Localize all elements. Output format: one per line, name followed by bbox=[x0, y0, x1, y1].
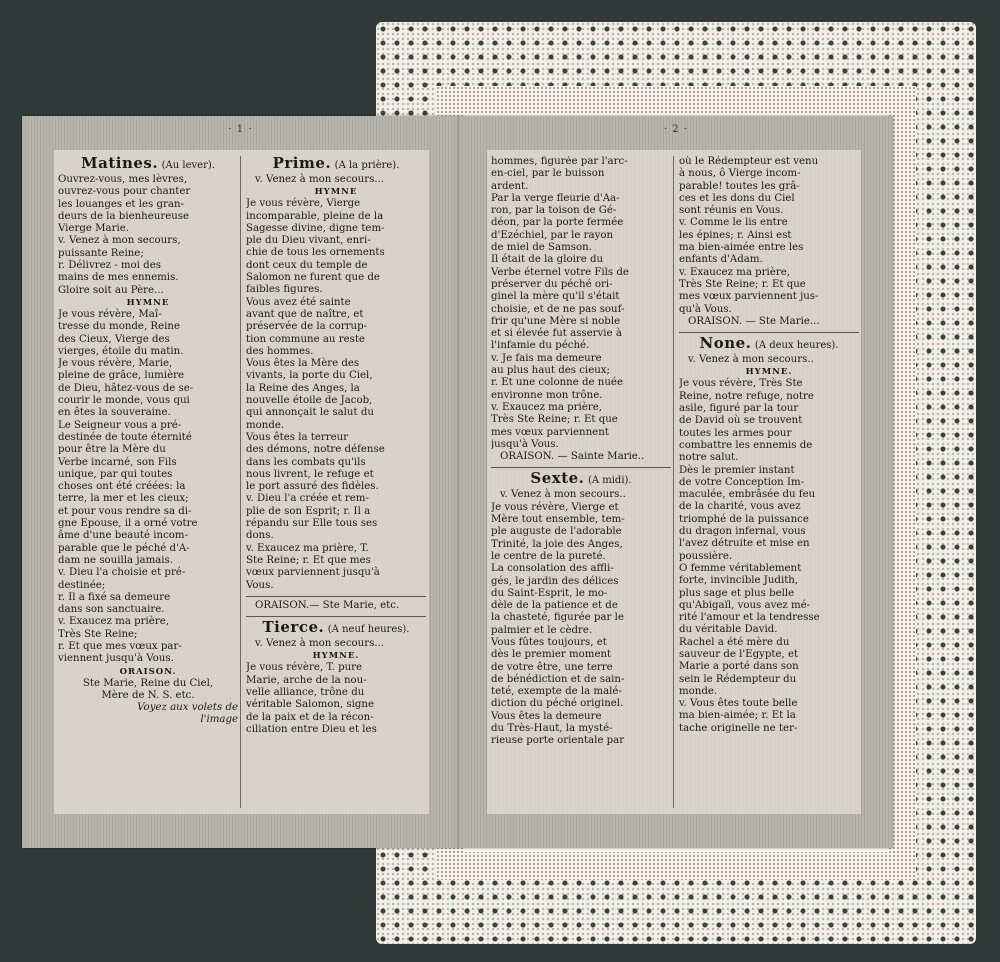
text-line: et pour vous rendre sa di- bbox=[58, 505, 192, 517]
text-line: tresse du monde, Reine bbox=[58, 321, 180, 333]
text-line: de votre être, une terre bbox=[491, 661, 613, 673]
text-line: Verbe éternel votre Fils de bbox=[491, 266, 629, 278]
text-line: choisie, et de ne pas souf- bbox=[491, 303, 625, 315]
text-line: environne mon trône. bbox=[491, 389, 603, 401]
text-line: de bénédiction et de sain- bbox=[491, 673, 625, 685]
text-line: poussière. bbox=[679, 550, 733, 562]
heading-tierce: Tierce. (A neuf heures). bbox=[262, 618, 410, 637]
page-number: · 1 · bbox=[228, 124, 253, 135]
text-line: Je vous révère, Très Ste bbox=[679, 378, 803, 390]
text-line: Ste Reine; r. Et que mes bbox=[246, 554, 371, 566]
text-line: avant que de naître, et bbox=[246, 308, 364, 320]
text-line: du véritable David. bbox=[679, 624, 778, 636]
text-line: l'infamie du péché. bbox=[491, 340, 590, 352]
text-line: jusqu'à Vous. bbox=[491, 438, 559, 450]
text-line: tache originelle ne ter- bbox=[679, 722, 798, 734]
text-line: de Dieu, hâtez-vous de se- bbox=[58, 382, 194, 394]
oraison-line: ORAISON. — Ste Marie... bbox=[688, 315, 820, 327]
text-line: mes vœux parviennent bbox=[491, 426, 609, 438]
text-line: vœux parviennent jusqu'à bbox=[246, 567, 380, 579]
text-line: La consolation des affli- bbox=[491, 563, 614, 575]
text-line: enfants d'Adam. bbox=[679, 254, 763, 266]
separator bbox=[491, 467, 671, 468]
text-line: chie de tous les ornements bbox=[246, 247, 385, 259]
text-line: Très Ste Reine; r. Et que bbox=[679, 278, 806, 290]
text-line: Le Seigneur vous a pré- bbox=[58, 419, 182, 431]
text-line: le port assuré des fidèles. bbox=[246, 481, 379, 493]
text-line: ple auguste de l'adorable bbox=[491, 526, 622, 538]
text-line: en-ciel, par le buisson bbox=[491, 168, 605, 180]
separator bbox=[246, 616, 426, 617]
text-line: où le Rédempteur est venu bbox=[679, 156, 819, 167]
text-line: Mère tout ensemble, tem- bbox=[491, 514, 625, 526]
text-line: v. Exaucez ma prière, bbox=[491, 401, 602, 413]
text-line: la Reine des Anges, la bbox=[246, 382, 360, 394]
text-line: monde. bbox=[679, 685, 718, 697]
text-line: Sagesse divine, digne tem- bbox=[246, 222, 385, 234]
text-line: Vous fûtes toujours, et bbox=[491, 636, 607, 648]
text-line: incomparable, pleine de la bbox=[246, 210, 384, 222]
text-line: plus sage et plus belle bbox=[679, 587, 795, 599]
text-line: notre salut. bbox=[679, 452, 739, 464]
text-line: rité l'amour et la tendresse bbox=[679, 612, 820, 624]
text-line: Vous êtes la demeure bbox=[491, 710, 602, 722]
text-line: Je vous révère, Vierge bbox=[246, 198, 361, 210]
versicle-line: v. Venez à mon secours... bbox=[255, 638, 385, 650]
text-line: des démons, notre défense bbox=[246, 444, 385, 456]
text-line: dam ne souilla jamais. bbox=[58, 554, 174, 566]
versicle-line: v. Venez à mon secours.. bbox=[688, 354, 814, 366]
text-line: ces et les dons du Ciel bbox=[679, 192, 795, 204]
text-line: ardent. bbox=[491, 180, 529, 192]
text-line: de la charité, vous avez bbox=[679, 501, 801, 513]
text-line: les louanges et les gran- bbox=[58, 198, 184, 210]
text-line: Je vous révère, T. pure bbox=[246, 662, 363, 674]
text-line: monde. bbox=[246, 419, 285, 431]
text-line: parable que le péché d'A- bbox=[58, 542, 190, 554]
text-line: puissante Reine; bbox=[58, 247, 144, 259]
text-line: de David où se trouvent bbox=[679, 415, 803, 427]
text-line: du dragon infernal, vous bbox=[679, 526, 806, 538]
text-line: nouvelle étoile de Jacob, bbox=[246, 395, 373, 407]
text-line: la chasteté, figurée par le bbox=[491, 612, 624, 624]
text-panel bbox=[54, 150, 429, 814]
text-line: v. Je fais ma demeure bbox=[491, 352, 602, 364]
oraison-label: ORAISON. bbox=[119, 666, 177, 677]
heading-matines: Matines. (Au lever). bbox=[81, 156, 215, 172]
text-line: v. Exaucez ma prière, bbox=[679, 266, 790, 278]
text-line: qui annonçait le salut du bbox=[246, 407, 374, 419]
versicle-line: v. Venez à mon secours.. bbox=[500, 489, 626, 501]
text-line: v. Vous êtes toute belle bbox=[679, 698, 798, 710]
text-line: O femme véritablement bbox=[679, 562, 802, 574]
oraison-line: ORAISON.— Ste Marie, etc. bbox=[255, 599, 400, 611]
text-line: vivants, la porte du Ciel, bbox=[246, 370, 373, 382]
separator bbox=[246, 596, 426, 597]
text-line: toutes les armes pour bbox=[679, 427, 792, 439]
column-sexte bbox=[491, 156, 671, 808]
text-line: l'avez détruite et mise en bbox=[679, 538, 810, 550]
text-line: ma bien-aimée entre les bbox=[679, 242, 804, 254]
text-line: en êtes la souveraine. bbox=[58, 407, 171, 419]
separator bbox=[679, 332, 859, 333]
text-line: nous livrent, le refuge et bbox=[246, 468, 374, 480]
text-line: Verbe incarné, son Fils bbox=[58, 456, 177, 468]
text-line: tion commune au reste bbox=[246, 333, 365, 345]
text-line: teté, exempte de la malé- bbox=[491, 686, 622, 698]
text-line: sont réunis en Vous. bbox=[679, 205, 784, 217]
text-line: sein le Rédempteur du bbox=[679, 673, 797, 685]
text-line: courir le monde, vous qui bbox=[58, 395, 190, 407]
text-line: vierges, étoile du matin. bbox=[58, 345, 184, 357]
text-line: âme d'une beauté incom- bbox=[58, 530, 189, 542]
text-line: Rachel a été mère du bbox=[679, 636, 790, 648]
text-line: dont ceux du temple de bbox=[246, 259, 368, 271]
text-line: maculée, embrâsée du feu bbox=[679, 489, 816, 501]
text-line: choses ont été créées: la bbox=[58, 481, 186, 493]
text-line: v. Venez à mon secours, bbox=[58, 235, 181, 247]
text-line: v. Exaucez ma prière, bbox=[58, 616, 169, 628]
text-line: plie de son Esprit; r. Il a bbox=[246, 505, 371, 517]
text-line: dans son sanctuaire. bbox=[58, 604, 165, 616]
text-line: Je vous révère, Vierge et bbox=[491, 501, 619, 513]
text-line: et si élevée fut asservie à bbox=[491, 328, 622, 340]
text-line: l'image bbox=[200, 714, 238, 726]
text-line: v. Dieu l'a créée et rem- bbox=[246, 493, 369, 505]
text-line: des hommes. bbox=[246, 345, 314, 357]
hymne-label: HYMNE. bbox=[745, 367, 793, 378]
text-line: les épines; r. Ainsi est bbox=[679, 229, 792, 241]
text-line: Très Ste Reine; r. Et que bbox=[491, 414, 618, 426]
text-line: deurs de la bienheureuse bbox=[58, 210, 190, 222]
text-line: Par la verge fleurie d'Aa- bbox=[491, 192, 620, 204]
text-line: asile, figuré par la tour bbox=[679, 403, 799, 415]
text-line: r. Et que mes vœux par- bbox=[58, 640, 182, 652]
page-number: · 2 · bbox=[663, 124, 689, 135]
text-line: Voyez aux volets de bbox=[137, 702, 238, 714]
text-line: unique, par qui toutes bbox=[58, 468, 173, 480]
text-line: r. Il a fixé sa demeure bbox=[58, 591, 171, 603]
right-card bbox=[459, 116, 893, 848]
text-line: Vous avez été sainte bbox=[246, 296, 351, 308]
text-line: répandu sur Elle tous ses bbox=[246, 518, 378, 530]
text-line: Trinité, la joie des Anges, bbox=[491, 538, 623, 550]
versicle-line: v. Venez à mon secours... bbox=[255, 174, 385, 185]
text-line: déon, par la porte fermée bbox=[491, 217, 624, 229]
text-line: Je vous révère, Maî- bbox=[58, 308, 162, 320]
text-line: du Très-Haut, la mysté- bbox=[491, 723, 613, 735]
column-none bbox=[679, 156, 859, 808]
text-line: viennent jusqu'à Vous. bbox=[58, 653, 174, 665]
hymne-label: HYMNE bbox=[314, 187, 358, 198]
text-line: qu'à Vous. bbox=[679, 303, 732, 315]
text-line: véritable Salomon, signe bbox=[246, 699, 375, 711]
text-line: Gloire soit au Père... bbox=[58, 284, 164, 296]
text-line: ple du Dieu vivant, enri- bbox=[246, 235, 371, 247]
text-line: Très Ste Reine; bbox=[58, 628, 138, 640]
text-line: de votre Conception Im- bbox=[679, 476, 805, 488]
text-line: parable! toutes les grâ- bbox=[679, 180, 800, 192]
column-divider bbox=[240, 156, 241, 808]
text-line: ciliation entre Dieu et les bbox=[246, 723, 377, 735]
text-line: combattre les ennemis de bbox=[679, 439, 813, 451]
text-panel bbox=[487, 150, 861, 814]
text-line: d'Ezéchiel, par le rayon bbox=[491, 229, 614, 241]
text-line: pleine de grâce, lumière bbox=[58, 370, 185, 382]
text-line: Je vous révère, Marie, bbox=[58, 358, 173, 370]
text-line: pour être la Mère du bbox=[58, 444, 166, 456]
text-line: ginel la mère qu'il s'était bbox=[491, 291, 620, 303]
text-line: Salomon ne furent que de bbox=[246, 272, 380, 284]
text-line: r. Et une colonne de nuée bbox=[491, 377, 623, 389]
heading-sexte: Sexte. (A midi). bbox=[530, 469, 632, 488]
text-line: Dès le premier instant bbox=[679, 464, 795, 476]
text-line: qu'Abigaïl, vous avez mé- bbox=[679, 599, 811, 611]
text-line: forte, invincible Judith, bbox=[679, 575, 799, 587]
text-line: à nous, ô Vierge incom- bbox=[679, 168, 801, 180]
text-line: hommes, figurée par l'arc- bbox=[491, 156, 628, 167]
text-line: rieuse porte orientale par bbox=[491, 735, 625, 747]
text-line: préservée de la corrup- bbox=[246, 321, 368, 333]
text-line: triomphé de la puissance bbox=[679, 513, 809, 525]
text-line: faibles figures. bbox=[246, 284, 323, 296]
text-line: ouvrez-vous pour chanter bbox=[58, 186, 191, 198]
heading-prime: Prime. (A la prière). bbox=[272, 156, 400, 172]
text-line: diction du péché originel. bbox=[491, 698, 624, 710]
text-line: Vous. bbox=[246, 579, 274, 591]
text-line: v. Comme le lis entre bbox=[679, 217, 788, 229]
text-line: palmier et le cèdre. bbox=[491, 624, 593, 636]
text-line: au plus haut des cieux; bbox=[491, 365, 610, 377]
column-matines bbox=[58, 156, 238, 808]
text-line: Ouvrez-vous, mes lèvres, bbox=[58, 174, 188, 185]
text-line: de miel de Samson. bbox=[491, 242, 592, 254]
text-line: mains de mes ennemis. bbox=[58, 272, 179, 284]
text-line: préserver du péché ori- bbox=[491, 278, 613, 290]
text-line: gne Epouse, il a orné votre bbox=[58, 518, 198, 530]
text-line: destinée; bbox=[58, 579, 106, 591]
text-line: frir qu'une Mère si noble bbox=[491, 315, 621, 327]
text-line: Mère de N. S. etc. bbox=[101, 689, 195, 701]
text-line: dès le premier moment bbox=[491, 649, 612, 661]
text-line: Reine, notre refuge, notre bbox=[679, 390, 814, 402]
text-line: du Saint-Esprit, le mo- bbox=[491, 587, 608, 599]
text-line: Ste Marie, Reine du Ciel, bbox=[82, 677, 214, 689]
text-line: v. Exaucez ma prière, T. bbox=[246, 542, 369, 554]
oraison-line: ORAISON. — Sainte Marie.. bbox=[500, 451, 645, 463]
text-line: terre, la mer et les cieux; bbox=[58, 493, 189, 505]
text-line: mes vœux parviennent jus- bbox=[679, 291, 819, 303]
text-line: le centre de la pureté. bbox=[491, 550, 606, 562]
text-line: r. Délivrez - moi des bbox=[58, 260, 161, 272]
text-line: destinée de toute éternité bbox=[58, 431, 192, 443]
text-line: sauveur de l'Egypte, et bbox=[679, 648, 799, 660]
text-line: dèle de la patience et de bbox=[491, 600, 618, 612]
text-line: Vierge Marie. bbox=[58, 223, 130, 235]
text-line: v. Dieu l'a choisie et pré- bbox=[58, 567, 186, 579]
text-line: Marie, arche de la nou- bbox=[246, 674, 367, 686]
text-line: Vous êtes la terreur bbox=[246, 431, 349, 443]
text-line: Marie a porté dans son bbox=[679, 661, 799, 673]
text-line: Vous êtes la Mère des bbox=[246, 358, 360, 370]
hymne-label: HYMNE bbox=[126, 297, 170, 308]
hymne-label: HYMNE. bbox=[312, 651, 360, 662]
text-line: dans les combats qu'ils bbox=[246, 456, 366, 468]
text-line: ma bien-aimée; r. Et la bbox=[679, 710, 796, 722]
left-card bbox=[22, 116, 459, 848]
text-line: velle alliance, trône du bbox=[246, 686, 365, 698]
text-line: de la paix et de la récon- bbox=[246, 711, 374, 723]
text-line: dons. bbox=[246, 530, 274, 542]
column-divider bbox=[673, 156, 674, 808]
text-line: des Cieux, Vierge des bbox=[58, 333, 170, 345]
column-prime bbox=[246, 156, 426, 808]
text-line: Il était de la gloire du bbox=[491, 254, 604, 266]
text-line: gés, le jardin des délices bbox=[491, 575, 619, 587]
heading-none: None. (A deux heures). bbox=[699, 334, 839, 353]
text-line: ron, par la toison de Gé- bbox=[491, 205, 617, 217]
